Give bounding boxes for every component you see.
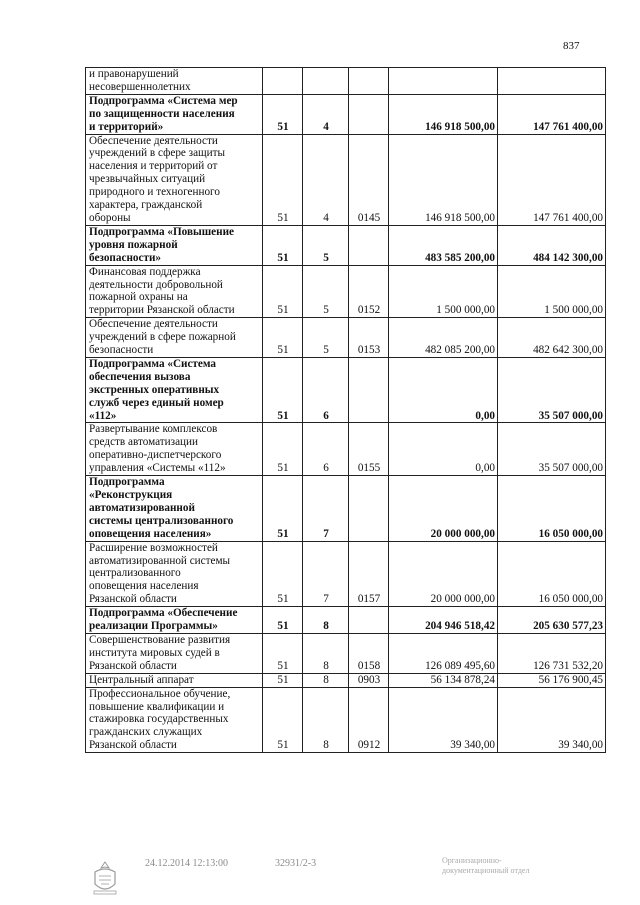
subsection-code-text: 5 xyxy=(323,251,329,264)
row-name-text: Обеспечение деятельности учреждений в сфере защиты населения и территорий от чрезвычайных ситуаций природного и техногенного характера, гражданской обороны xyxy=(89,134,226,224)
cell-amount-year1 xyxy=(389,673,498,687)
cell-row-name xyxy=(86,633,263,673)
target-code-text: 0912 xyxy=(357,739,381,752)
amount-year2-text: 16 050 000,00 xyxy=(538,593,603,606)
subsection-code-text: 8 xyxy=(323,620,329,633)
footer xyxy=(0,850,640,905)
cell-row-name xyxy=(86,318,263,358)
cell-section-code xyxy=(263,68,303,95)
amount-year1-text: 482 085 200,00 xyxy=(425,344,495,357)
row-name-text: Совершенствование развития института мировых судей в Рязанской области xyxy=(89,633,231,672)
cell-target-code xyxy=(349,357,389,423)
cell-section-code xyxy=(263,423,303,476)
cell-amount-year2 xyxy=(498,687,606,753)
cell-subsection-code xyxy=(303,541,349,607)
section-code-text: 51 xyxy=(277,620,289,633)
cell-row-name xyxy=(86,476,263,542)
section-code-text: 51 xyxy=(277,251,289,264)
row-name-text: Профессиональное обучение, повышение квалификации и стажировка государственных гражданских служащих Рязанской области xyxy=(89,687,231,752)
cell-section-code xyxy=(263,687,303,753)
subsection-code-text: 5 xyxy=(323,304,329,317)
target-code-text: 0157 xyxy=(357,593,381,606)
cell-amount-year1 xyxy=(389,265,498,318)
amount-year2-text: 39 340,00 xyxy=(558,739,603,752)
amount-year1-text: 20 000 000,00 xyxy=(430,593,495,606)
table-row xyxy=(86,68,606,95)
cell-amount-year1 xyxy=(389,68,498,95)
row-name-text: и правонарушений несовершеннолетних xyxy=(89,68,191,93)
amount-year2-text: 126 731 532,20 xyxy=(533,659,603,672)
footer-organization xyxy=(442,856,582,876)
footer-org-line2: документационный отдел xyxy=(442,866,530,875)
row-name-text: Обеспечение деятельности учреждений в сфере пожарной безопасности xyxy=(89,318,236,357)
cell-section-code xyxy=(263,633,303,673)
cell-amount-year1 xyxy=(389,357,498,423)
footer-org-line1: Организационно- xyxy=(442,856,502,865)
cell-amount-year1 xyxy=(389,225,498,265)
cell-target-code xyxy=(349,673,389,687)
section-code-text: 51 xyxy=(277,462,289,475)
amount-year2-text: 147 761 400,00 xyxy=(533,120,603,133)
cell-section-code xyxy=(263,607,303,634)
cell-subsection-code xyxy=(303,687,349,753)
cell-target-code xyxy=(349,687,389,753)
section-code-text: 51 xyxy=(277,409,289,422)
section-code-text: 51 xyxy=(277,120,289,133)
page-number: 837 xyxy=(563,40,580,52)
cell-target-code xyxy=(349,94,389,134)
cell-target-code xyxy=(349,476,389,542)
row-name-text: Подпрограмма «Повышение уровня пожарной безопасности» xyxy=(89,225,234,264)
cell-amount-year2 xyxy=(498,633,606,673)
cell-row-name xyxy=(86,423,263,476)
amount-year1-text: 146 918 500,00 xyxy=(425,211,495,224)
cell-amount-year2 xyxy=(498,318,606,358)
cell-amount-year2 xyxy=(498,476,606,542)
budget-table xyxy=(85,67,606,753)
amount-year2-text: 147 761 400,00 xyxy=(533,211,603,224)
cell-amount-year2 xyxy=(498,541,606,607)
subsection-code-text: 4 xyxy=(323,211,329,224)
subsection-code-text: 7 xyxy=(323,593,329,606)
cell-amount-year2 xyxy=(498,265,606,318)
amount-year1-text: 39 340,00 xyxy=(450,739,495,752)
target-code-text: 0155 xyxy=(357,462,381,475)
target-code-text: 0903 xyxy=(357,673,381,686)
cell-amount-year2 xyxy=(498,68,606,95)
cell-amount-year2 xyxy=(498,94,606,134)
cell-row-name xyxy=(86,673,263,687)
subsection-code-text: 6 xyxy=(323,462,329,475)
cell-target-code xyxy=(349,68,389,95)
amount-year1-text: 1 500 000,00 xyxy=(436,304,495,317)
table-row xyxy=(86,673,606,687)
cell-subsection-code xyxy=(303,607,349,634)
cell-row-name xyxy=(86,687,263,753)
amount-year1-text: 483 585 200,00 xyxy=(425,251,495,264)
target-code-text: 0152 xyxy=(357,304,381,317)
amount-year2-text: 35 507 000,00 xyxy=(538,462,603,475)
amount-year2-text: 16 050 000,00 xyxy=(538,527,603,540)
cell-target-code xyxy=(349,541,389,607)
row-name-text: Финансовая поддержка деятельности добровольной пожарной охраны на территории Рязанской области xyxy=(89,265,235,317)
section-code-text: 51 xyxy=(277,344,289,357)
subsection-code-text: 7 xyxy=(323,527,329,540)
cell-subsection-code xyxy=(303,265,349,318)
table-row xyxy=(86,476,606,542)
cell-section-code xyxy=(263,265,303,318)
cell-section-code xyxy=(263,318,303,358)
cell-section-code xyxy=(263,673,303,687)
table-row xyxy=(86,318,606,358)
cell-row-name xyxy=(86,225,263,265)
cell-amount-year1 xyxy=(389,633,498,673)
cell-amount-year1 xyxy=(389,94,498,134)
row-name-text: Центральный аппарат xyxy=(89,673,194,686)
table-row xyxy=(86,633,606,673)
cell-subsection-code xyxy=(303,673,349,687)
cell-amount-year2 xyxy=(498,225,606,265)
amount-year1-text: 20 000 000,00 xyxy=(430,527,495,540)
cell-amount-year1 xyxy=(389,541,498,607)
cell-row-name xyxy=(86,607,263,634)
cell-section-code xyxy=(263,476,303,542)
amount-year2-text: 484 142 300,00 xyxy=(533,251,603,264)
amount-year2-text: 56 176 900,45 xyxy=(538,673,603,686)
cell-subsection-code xyxy=(303,318,349,358)
table-row xyxy=(86,134,606,225)
section-code-text: 51 xyxy=(277,659,289,672)
amount-year2-text: 35 507 000,00 xyxy=(538,409,603,422)
amount-year1-text: 204 946 518,42 xyxy=(425,620,495,633)
cell-section-code xyxy=(263,541,303,607)
table-row xyxy=(86,541,606,607)
cell-subsection-code xyxy=(303,94,349,134)
cell-section-code xyxy=(263,225,303,265)
cell-subsection-code xyxy=(303,134,349,225)
target-code-text: 0145 xyxy=(357,211,381,224)
row-name-text: Подпрограмма «Обеспечение реализации Программы» xyxy=(89,607,238,633)
cell-row-name xyxy=(86,357,263,423)
cell-amount-year1 xyxy=(389,134,498,225)
cell-target-code xyxy=(349,633,389,673)
cell-section-code xyxy=(263,94,303,134)
section-code-text: 51 xyxy=(277,527,289,540)
section-code-text: 51 xyxy=(277,593,289,606)
cell-amount-year1 xyxy=(389,607,498,634)
target-code-text: 0153 xyxy=(357,344,381,357)
cell-amount-year2 xyxy=(498,423,606,476)
cell-target-code xyxy=(349,134,389,225)
target-code-text: 0158 xyxy=(357,659,381,672)
cell-section-code xyxy=(263,134,303,225)
cell-amount-year1 xyxy=(389,318,498,358)
row-name-text: Подпрограмма «Система мер по защищенности населения и территорий» xyxy=(89,94,238,133)
table-row xyxy=(86,607,606,634)
table-row xyxy=(86,357,606,423)
cell-amount-year2 xyxy=(498,607,606,634)
cell-row-name xyxy=(86,541,263,607)
table-row xyxy=(86,265,606,318)
cell-subsection-code xyxy=(303,423,349,476)
table-row xyxy=(86,423,606,476)
coat-of-arms-icon xyxy=(85,858,125,898)
subsection-code-text: 6 xyxy=(323,409,329,422)
row-name-text: Развертывание комплексов средств автоматизации оперативно-диспетчерского управления «Системы «112» xyxy=(89,423,226,475)
amount-year1-text: 0,00 xyxy=(475,462,495,475)
amount-year1-text: 0,00 xyxy=(475,409,495,422)
cell-row-name xyxy=(86,94,263,134)
cell-amount-year1 xyxy=(389,687,498,753)
amount-year2-text: 1 500 000,00 xyxy=(544,304,603,317)
subsection-code-text: 5 xyxy=(323,344,329,357)
cell-subsection-code xyxy=(303,476,349,542)
footer-datetime: 24.12.2014 12:13:00 xyxy=(145,858,229,869)
table-row xyxy=(86,687,606,753)
section-code-text: 51 xyxy=(277,673,289,686)
subsection-code-text: 8 xyxy=(323,739,329,752)
row-name-text: Подпрограмма «Реконструкция автоматизированной системы централизованного оповещения населения» xyxy=(89,476,234,540)
table-row xyxy=(86,94,606,134)
subsection-code-text: 8 xyxy=(323,673,329,686)
cell-section-code xyxy=(263,357,303,423)
section-code-text: 51 xyxy=(277,211,289,224)
subsection-code-text: 8 xyxy=(323,659,329,672)
amount-year1-text: 146 918 500,00 xyxy=(425,120,495,133)
cell-row-name xyxy=(86,265,263,318)
section-code-text: 51 xyxy=(277,304,289,317)
cell-target-code xyxy=(349,607,389,634)
amount-year1-text: 126 089 495,60 xyxy=(425,659,495,672)
footer-doc-number: 32931/2-3 xyxy=(275,858,317,869)
cell-amount-year2 xyxy=(498,673,606,687)
cell-target-code xyxy=(349,423,389,476)
table-body xyxy=(86,68,606,753)
cell-amount-year1 xyxy=(389,423,498,476)
row-name-text: Подпрограмма «Система обеспечения вызова экстренных оперативных служб через единый номер «112» xyxy=(89,357,224,422)
section-code-text: 51 xyxy=(277,739,289,752)
cell-target-code xyxy=(349,225,389,265)
amount-year2-text: 205 630 577,23 xyxy=(533,620,603,633)
cell-subsection-code xyxy=(303,633,349,673)
amount-year1-text: 56 134 878,24 xyxy=(430,673,495,686)
cell-row-name xyxy=(86,134,263,225)
cell-target-code xyxy=(349,318,389,358)
cell-target-code xyxy=(349,265,389,318)
row-name-text: Расширение возможностей автоматизированной системы централизованного оповещения населения Рязанской области xyxy=(89,541,231,606)
cell-row-name xyxy=(86,68,263,95)
cell-amount-year2 xyxy=(498,357,606,423)
table-row xyxy=(86,225,606,265)
cell-amount-year2 xyxy=(498,134,606,225)
cell-subsection-code xyxy=(303,68,349,95)
cell-subsection-code xyxy=(303,357,349,423)
amount-year2-text: 482 642 300,00 xyxy=(533,344,603,357)
cell-subsection-code xyxy=(303,225,349,265)
subsection-code-text: 4 xyxy=(323,120,329,133)
cell-amount-year1 xyxy=(389,476,498,542)
